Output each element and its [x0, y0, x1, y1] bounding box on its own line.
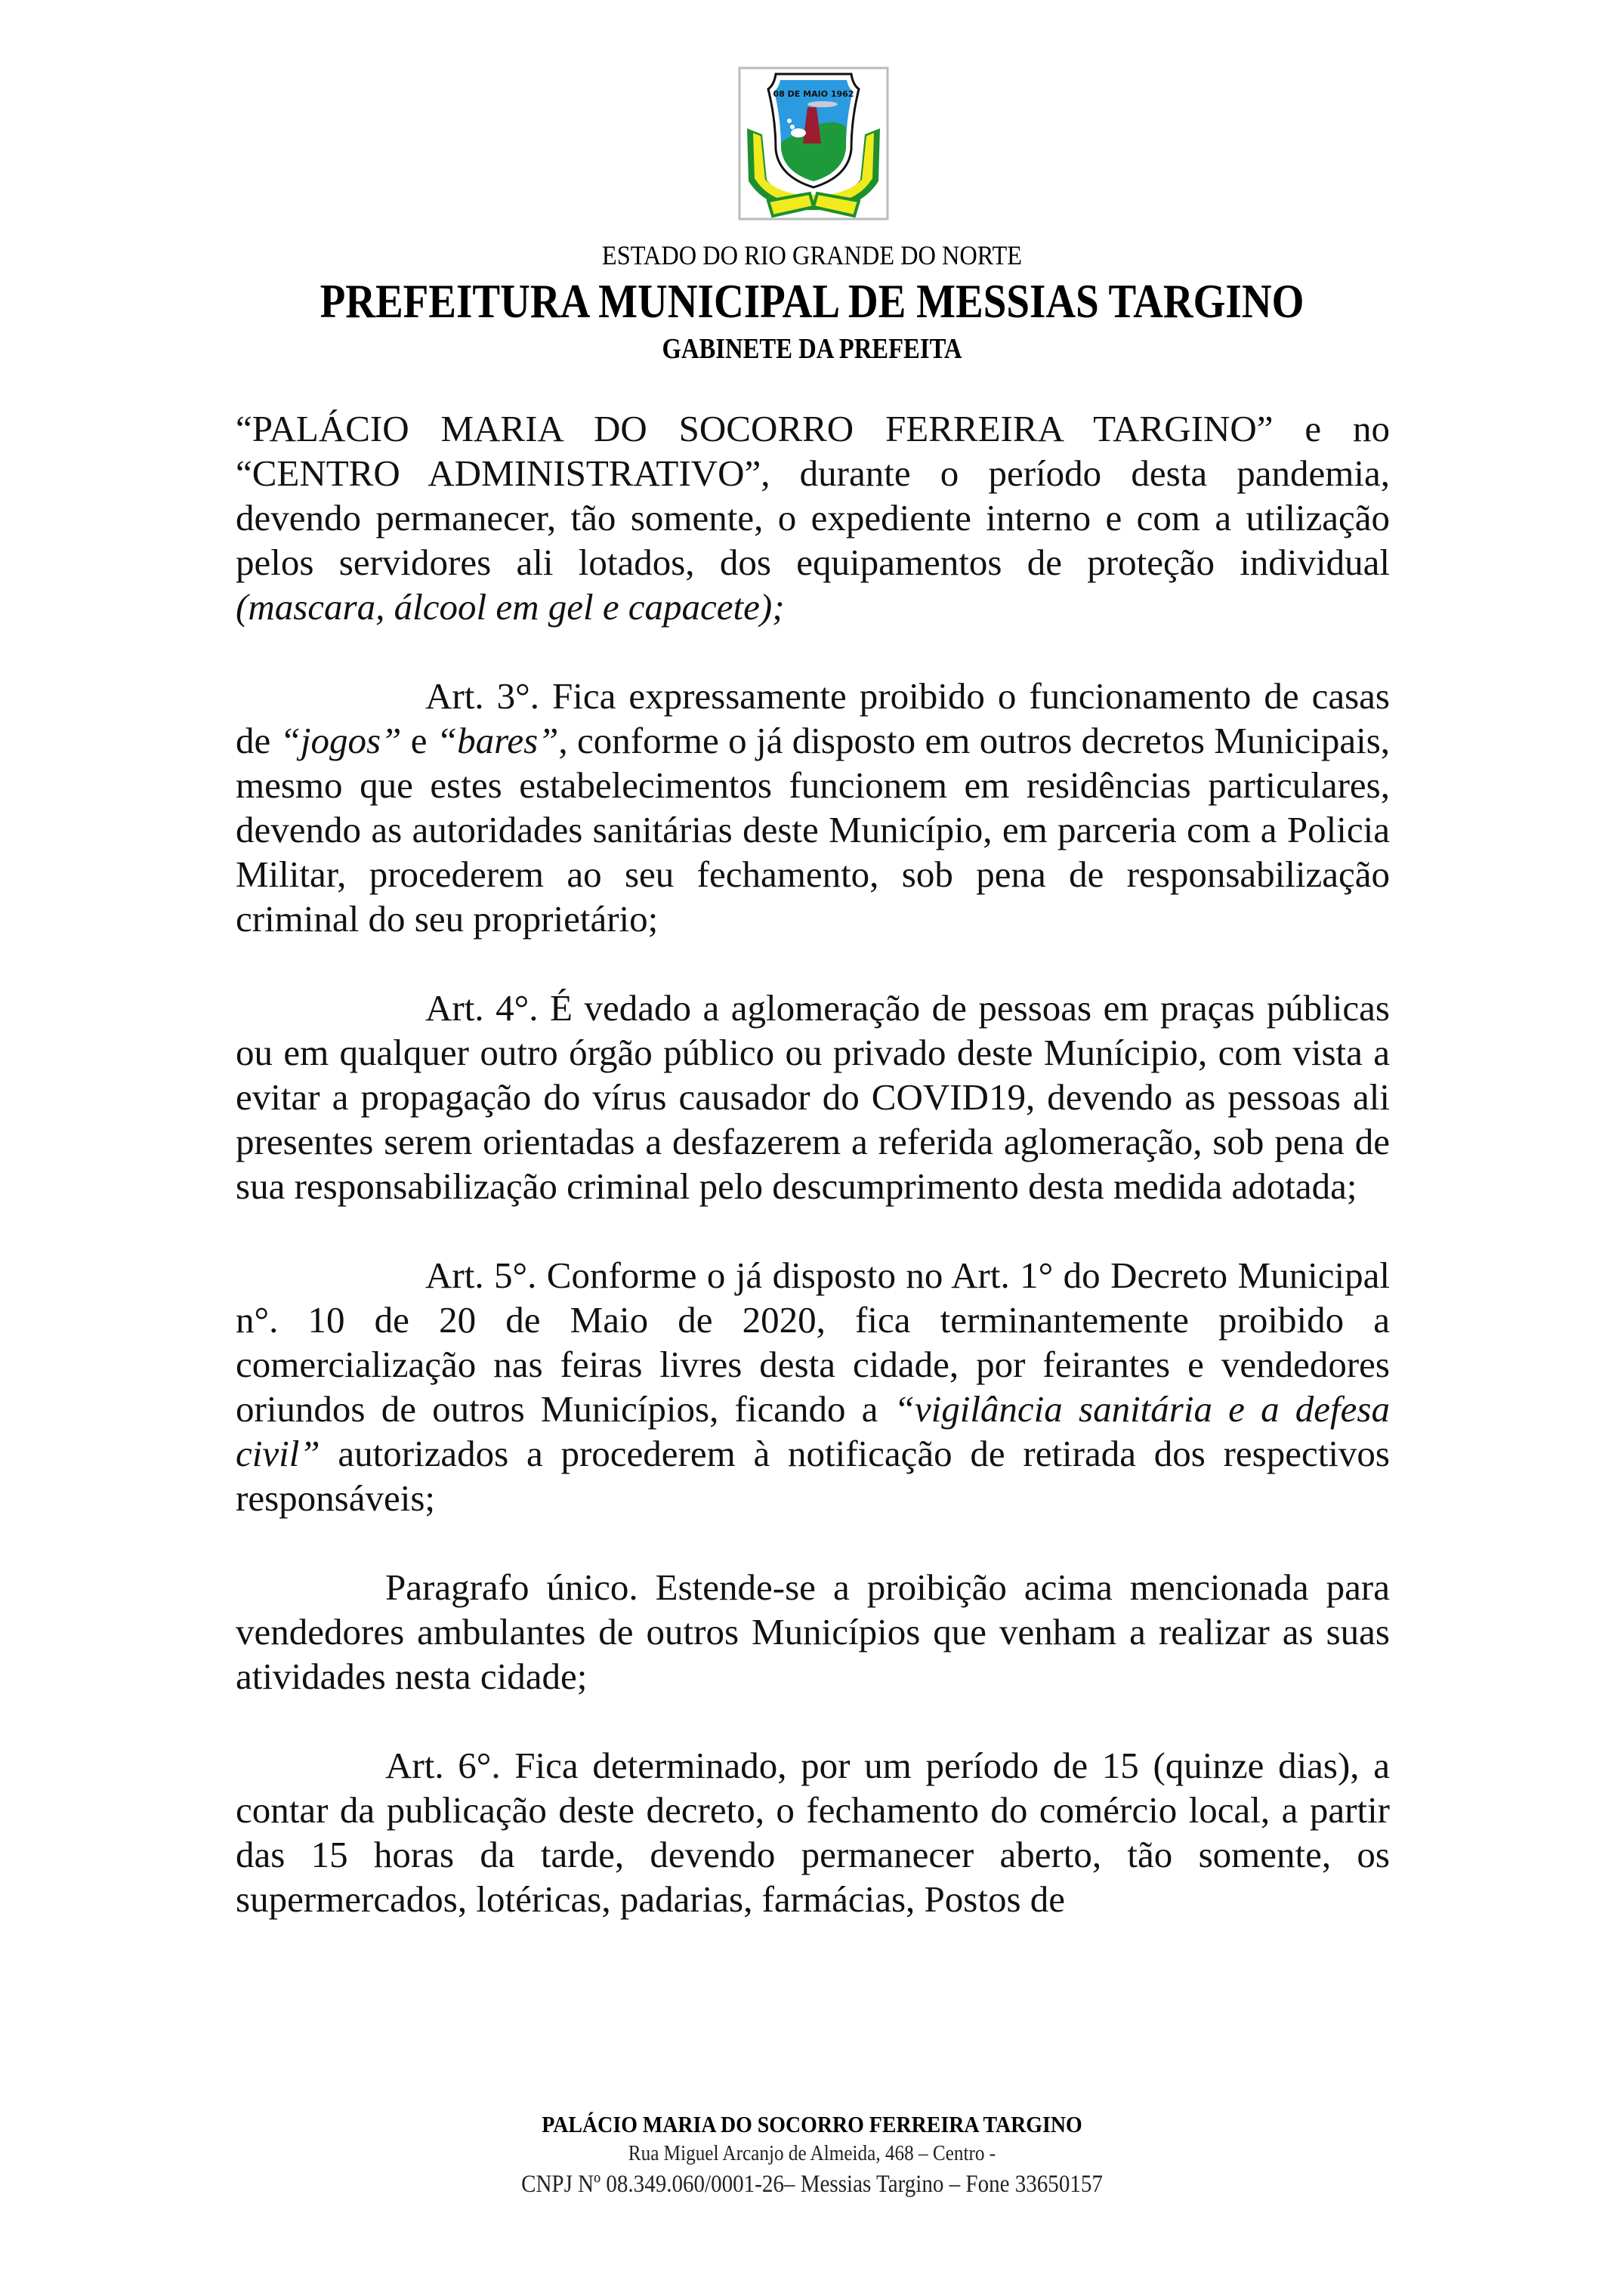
- article-4: Art. 4°. É vedado a aglomeração de pessoas em praças públicas ou em qualquer outro órgão público ou privado deste Munícipio, com vista a evitar a propagação do vírus causador do COVID19, devendo as pessoas ali presentes serem orientadas a desfazerem a referida aglomeração, sob pena de sua responsabilização criminal pelo descumprimento desta medida adotada;: [236, 987, 1390, 1207]
- article-6: Art. 6°. Fica determinado, por um período de 15 (quinze dias), a contar da publicação deste decreto, o fechamento do comércio local, a partir das 15 horas da tarde, devendo permanecer aberto, tão somente, os supermercados, lotéricas, padarias, farmácias, Postos de: [236, 1745, 1390, 1920]
- footer-building: PALÁCIO MARIA DO SOCORRO FERREIRA TARGINO: [542, 2111, 1082, 2137]
- cotton-icon: [787, 119, 792, 123]
- article-5: Art. 5°. Conforme o já disposto no Art. 1° do Decreto Municipal n°. 10 de 20 de Maio de 2020, fica terminantemente proibido a comercialização nas feiras livres desta cidade, por feirantes e vendedores oriundos de outros Municípios, ficando a “vigilância sanitária e a defesa civil” autorizados a procederem à notificação de retirada dos respectivos responsáveis;: [236, 1254, 1390, 1519]
- ppe-list: (mascara, álcool em gel e capacete);: [236, 586, 785, 628]
- decree-body: [236, 406, 1390, 1921]
- cow-icon: [791, 128, 806, 137]
- article-3: Art. 3°. Fica expressamente proibido o funcionamento de casas de “jogos” e “bares”, conforme o já disposto em outros decretos Municipais, mesmo que estes estabelecimentos funcionem em residências particulares, devendo as autoridades sanitárias deste Município, em parceria com a Policia Militar, procederem ao seu fechamento, sob pena de responsabilização criminal do seu proprietário;: [236, 675, 1391, 940]
- footer-contact: CNPJ Nº 08.349.060/0001-26– Messias Targino – Fone 33650157: [521, 2171, 1103, 2198]
- footer-address: Rua Miguel Arcanjo de Almeida, 468 – Centro -: [628, 2142, 996, 2165]
- office-subtitle: GABINETE DA PREFEITA: [662, 333, 962, 365]
- smoke: [807, 101, 838, 107]
- city-hall-title: PREFEITURA MUNICIPAL DE MESSIAS TARGINO: [320, 274, 1304, 328]
- paragraph-continuation: “PALÁCIO MARIA DO SOCORRO FERREIRA TARGINO” e no “CENTRO ADMINISTRATIVO”, durante o período desta pandemia, devendo permanecer, tão somente, o expediente interno e com a utilização pelos servidores ali lotados, dos equipamentos de proteção individual (mascara, álcool em gel e capacete);: [236, 408, 1390, 628]
- state-name: ESTADO DO RIO GRANDE DO NORTE: [601, 240, 1023, 270]
- crest-motto: 08 DE MAIO 1962: [773, 89, 854, 99]
- municipal-coat-of-arms-icon: [738, 66, 889, 221]
- paragrafo-unico: Paragrafo único. Estende-se a proibição acima mencionada para vendedores ambulantes de outros Municípios que venham a realizar as suas atividades nesta cidade;: [236, 1566, 1390, 1697]
